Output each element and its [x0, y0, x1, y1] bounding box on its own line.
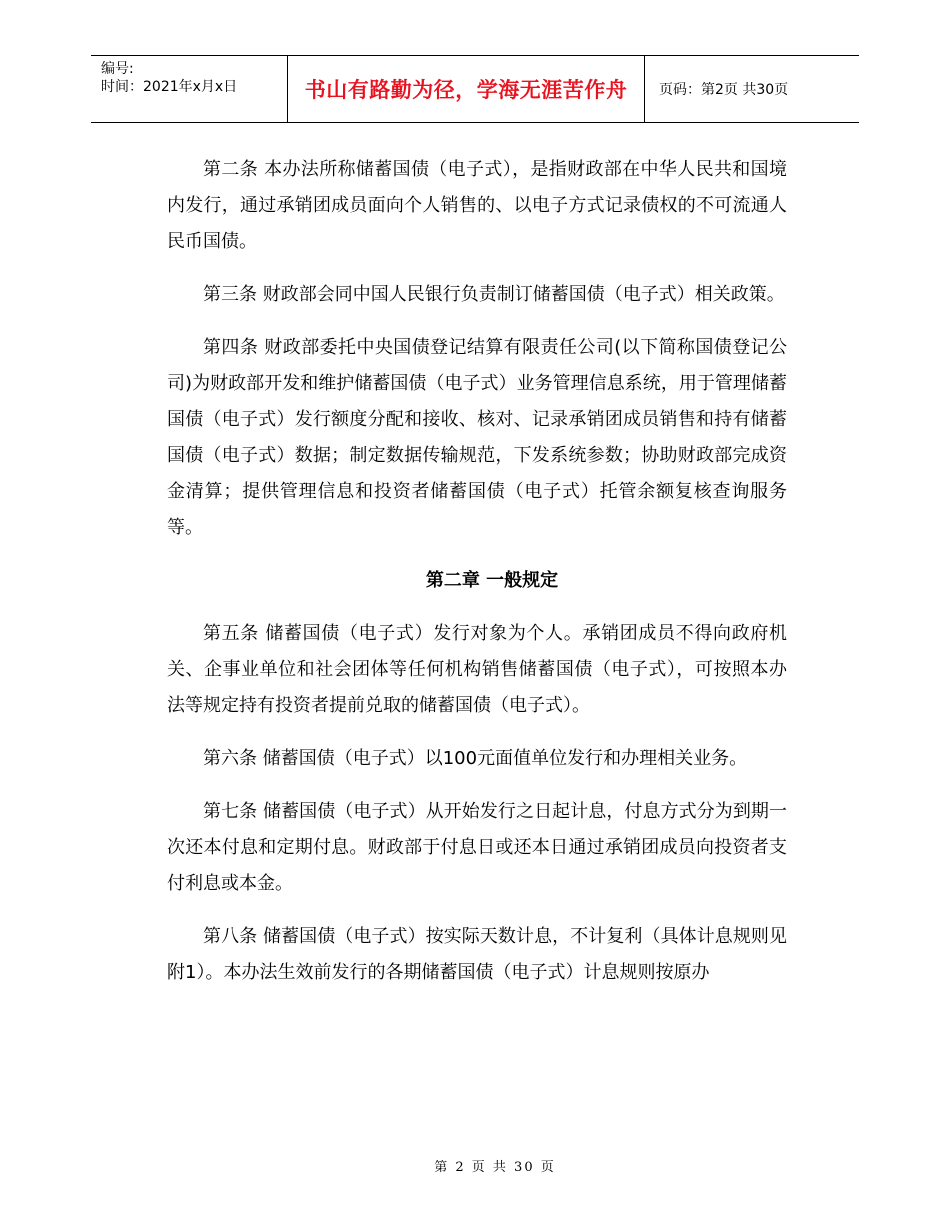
- article-5: 第五条 储蓄国债（电子式）发行对象为个人。承销团成员不得向政府机关、企事业单位和社会团体等任何机构销售储蓄国债（电子式），可按照本办法等规定持有投资者提前兑取的储蓄国债（电子式）。: [167, 623, 787, 716]
- document-body: [167, 152, 787, 1008]
- chapter-title: 第二章 一般规定: [425, 570, 559, 591]
- header-page-info: 页码：第2页 共30页: [659, 82, 789, 98]
- article-8: 第八条 储蓄国债（电子式）按实际天数计息，不计复利（具体计息规则见附1）。本办法生效前发行的各期储蓄国债（电子式）计息规则按原办: [167, 926, 787, 983]
- header-meta: [91, 56, 287, 122]
- time-label: 时间：2021年x月x日: [101, 79, 238, 95]
- page-header: [91, 55, 859, 123]
- article-2: 第二条 本办法所称储蓄国债（电子式），是指财政部在中华人民共和国境内发行，通过承销团成员面向个人销售的、以电子方式记录债权的不可流通人民币国债。: [167, 159, 787, 252]
- article-7: 第七条 储蓄国债（电子式）从开始发行之日起计息，付息方式分为到期一次还本付息和定期付息。财政部于付息日或还本日通过承销团成员向投资者支付利息或本金。: [167, 801, 787, 894]
- article-6: 第六条 储蓄国债（电子式）以100元面值单位发行和办理相关业务。: [203, 748, 748, 769]
- header-motto: 书山有路勤为径，学海无涯苦作舟: [287, 56, 645, 122]
- article-3: 第三条 财政部会同中国人民银行负责制订储蓄国债（电子式）相关政策。: [203, 284, 785, 305]
- article-4: 第四条 财政部委托中央国债登记结算有限责任公司(以下简称国债登记公司)为财政部开发和维护储蓄国债（电子式）业务管理信息系统，用于管理储蓄国债（电子式）发行额度分配和接收、核对、记录承销团成员销售和持有储蓄国债（电子式）数据；制定数据传输规范，下发系统参数；协助财政部完成资金清算；提供管理信息和投资者储蓄国债（电子式）托管余额复核查询服务等。: [167, 337, 787, 538]
- page-footer: 第 2 页 共 30 页: [434, 1160, 556, 1175]
- number-label: 编号:: [101, 61, 134, 77]
